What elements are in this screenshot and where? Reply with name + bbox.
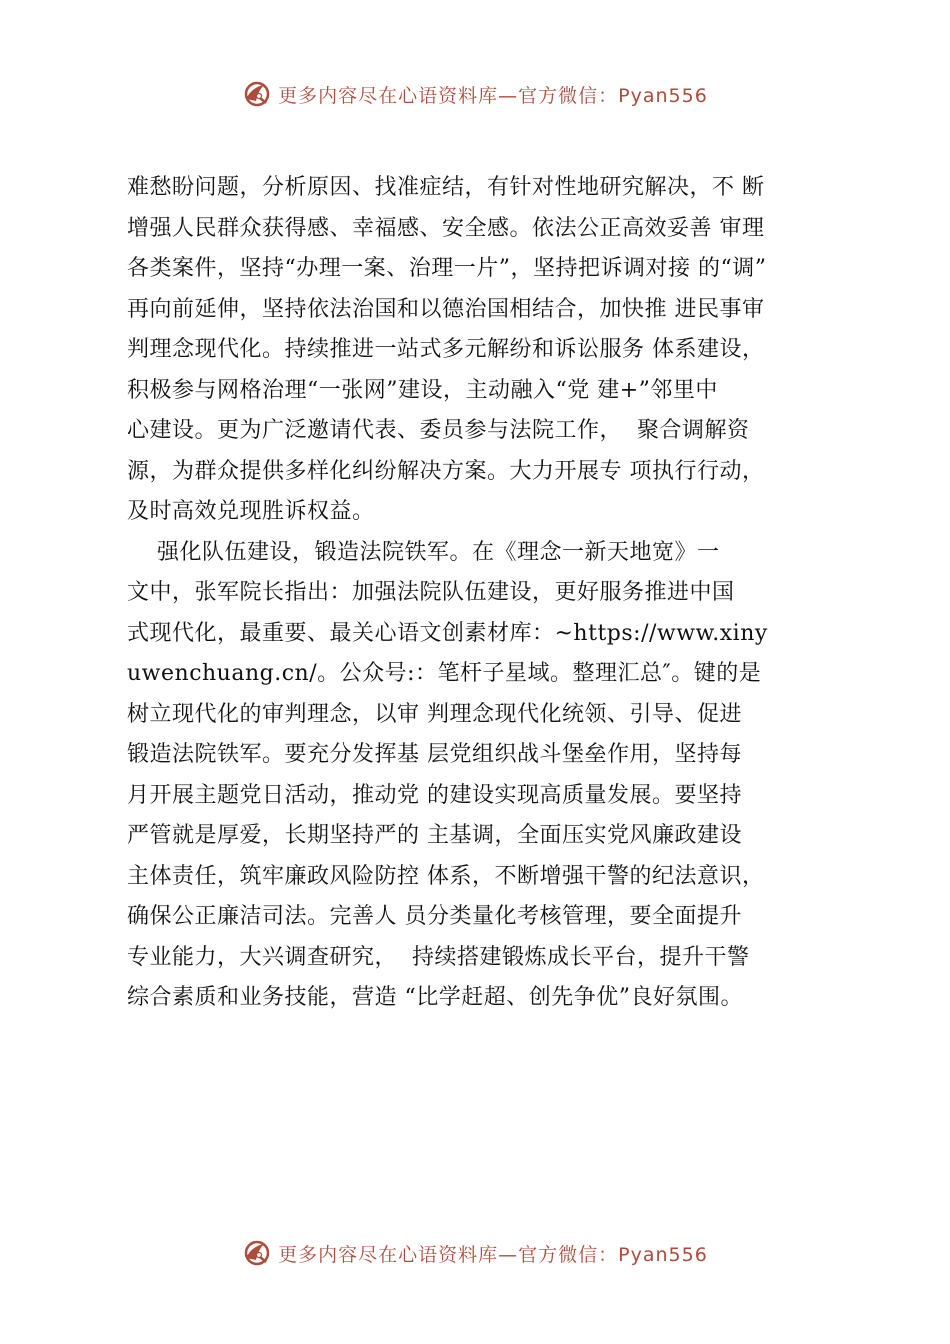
body-line: uwenchuang.cn/。公众号:：笔杆子星域。整理汇总″。键的是: [127, 661, 762, 686]
body-line: 及时高效兑现胜诉权益。: [127, 499, 375, 524]
document-body: [127, 168, 847, 1019]
body-line: 综合素质和业务技能，营造 “比学赶超、创先争优”良好氛围。: [127, 985, 743, 1010]
body-line: 专业能力，大兴调查研究， 持续搭建锻炼成长平台，提升干警: [127, 944, 750, 970]
header-watermark-banner: [0, 76, 950, 112]
body-line: 主体责任，筑牢廉政风险防控 体系，不断增强干警的纪法意识，: [127, 863, 765, 889]
body-line: 心建设。更为广泛邀请代表、委员参与法院工作， 聚合调解资: [127, 418, 750, 443]
body-line: 文中，张军院长指出：加强法院队伍建设，更好服务推进中国: [127, 580, 735, 605]
brush-stamp-logo-icon: [242, 1238, 272, 1268]
body-line: 难愁盼问题，分析原因、找准症结，有针对性地研究解决，不 断: [127, 175, 765, 200]
body-line: 增强人民群众获得感、幸福感、安全感。依法公正高效妥善 审理: [127, 215, 765, 241]
body-line: 源，为群众提供多样化纠纷解决方案。大力开展专 项执行行动，: [127, 458, 765, 484]
footer-watermark-text: 更多内容尽在心语资料库—官方微信：Pyan556: [278, 1243, 708, 1266]
body-line: 确保公正廉洁司法。完善人 员分类量化考核管理，要全面提升: [127, 904, 742, 929]
body-line: 月开展主题党日活动，推动党 的建设实现高质量发展。要坚持: [127, 782, 742, 808]
footer-watermark-banner: [0, 1235, 950, 1271]
body-line: 积极参与网格治理“一张网”建设，主动融入“党 建+”邻里中: [127, 377, 718, 403]
body-line: 锻造法院铁军。要充分发挥基 层党组织战斗堡垒作用，坚持每: [127, 742, 742, 767]
body-line: 各类案件，坚持“办理一案、治理一片”，坚持把诉调对接 的“调”: [127, 256, 767, 281]
body-line: 再向前延伸，坚持依法治国和以德治国相结合，加快推 进民事审: [127, 296, 765, 322]
body-line: 严管就是厚爱，长期坚持严的 主基调，全面压实党风廉政建设: [127, 823, 742, 848]
body-line: 树立现代化的审判理念，以审 判理念现代化统领、引导、促进: [127, 701, 742, 727]
header-watermark-text: 更多内容尽在心语资料库—官方微信：Pyan556: [278, 84, 708, 107]
brush-stamp-logo-icon: [242, 79, 272, 109]
body-line: 式现代化，最重要、最关心语文创素材库：~https://www.xiny: [127, 620, 768, 646]
body-line: 判理念现代化。持续推进一站式多元解纷和诉讼服务 体系建设，: [127, 337, 765, 362]
body-line: 强化队伍建设，锻造法院铁军。在《理念一新天地宽》一: [127, 539, 720, 565]
